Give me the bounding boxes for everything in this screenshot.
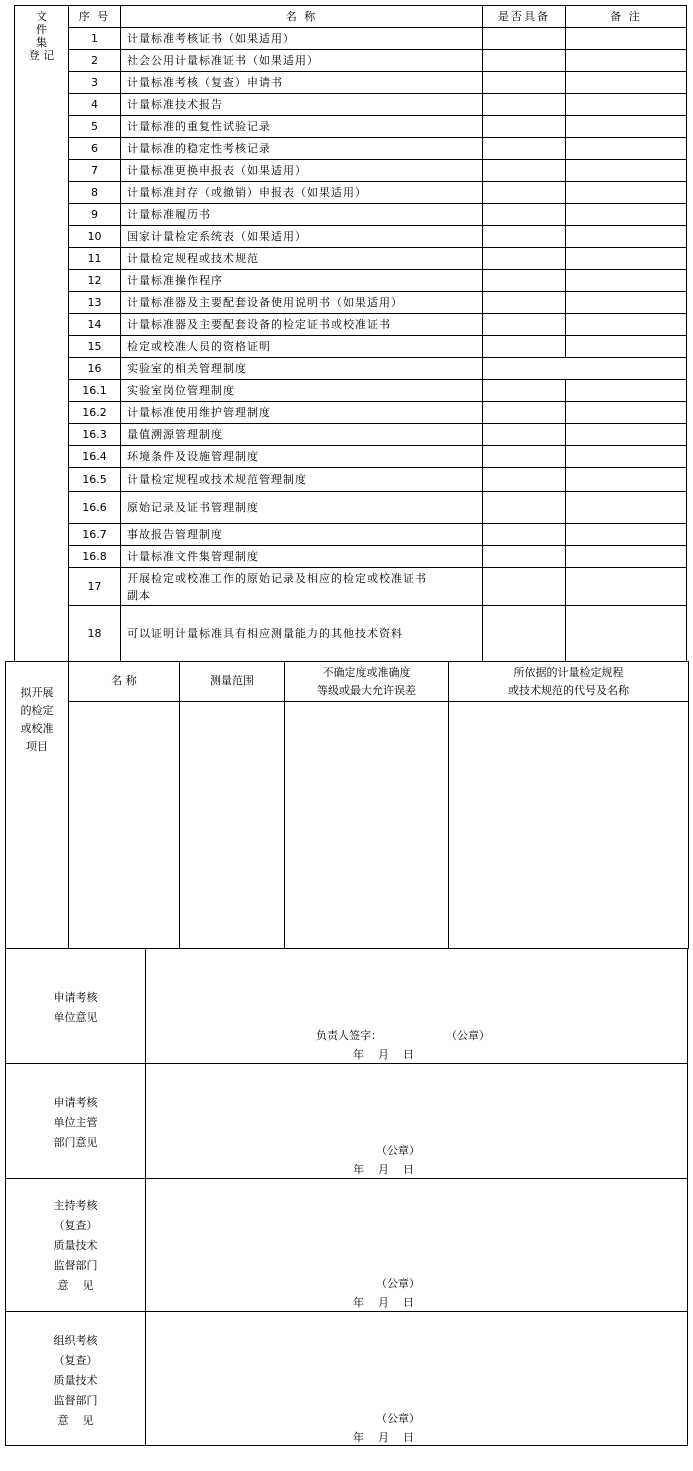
row-name-line: 开展检定或校准工作的原始记录及相应的检定或校准证书 <box>127 571 427 585</box>
table-row <box>15 138 687 160</box>
projects-entry-row <box>6 702 689 949</box>
row-available[interactable] <box>483 72 566 94</box>
header-line: 不确定度或准确度 <box>322 665 411 679</box>
opinion-label-line: （复查） <box>53 1219 98 1232</box>
row-available[interactable] <box>483 446 566 468</box>
project-uncertainty-cell[interactable] <box>285 702 449 949</box>
opinion-label <box>6 1178 146 1311</box>
seal-label: （公章） <box>376 1144 420 1157</box>
header-line: 等级或最大允许误差 <box>317 683 416 697</box>
table-row <box>15 94 687 116</box>
opinion-label <box>6 1063 146 1178</box>
opinion-label-line: （复查） <box>53 1354 98 1367</box>
row-available[interactable] <box>483 248 566 270</box>
row-name: 计量标准考核证书（如果适用） <box>121 28 483 50</box>
row-name: 国家计量检定系统表（如果适用） <box>121 226 483 248</box>
row-name-line: 副本 <box>127 588 151 602</box>
opinion-label-line: 单位主管 <box>53 1116 98 1129</box>
row-name: 实验室的相关管理制度 <box>121 358 483 380</box>
row-available[interactable] <box>483 270 566 292</box>
row-index: 16.6 <box>69 492 121 524</box>
side-label-char: 文 <box>36 10 47 23</box>
table-row <box>15 468 687 492</box>
row-index: 4 <box>69 94 121 116</box>
table-row <box>15 270 687 292</box>
row-index: 15 <box>69 336 121 358</box>
row-remarks[interactable] <box>566 248 687 270</box>
opinion-label-line: 单位意见 <box>53 1011 98 1024</box>
row-available[interactable] <box>483 182 566 204</box>
row-remarks[interactable] <box>566 380 687 402</box>
row-remarks[interactable] <box>566 292 687 314</box>
table-row <box>15 606 687 662</box>
row-index: 3 <box>69 72 121 94</box>
row-name <box>121 568 483 606</box>
opinion-label-line: 主持考核 <box>53 1199 98 1212</box>
row-name: 环境条件及设施管理制度 <box>121 446 483 468</box>
row-remarks[interactable] <box>566 160 687 182</box>
row-available[interactable] <box>483 468 566 492</box>
row-remarks[interactable] <box>566 568 687 606</box>
row-name: 计量标准的稳定性考核记录 <box>121 138 483 160</box>
row-available[interactable] <box>483 606 566 662</box>
row-name: 计量标准的重复性试验记录 <box>121 116 483 138</box>
row-remarks[interactable] <box>566 468 687 492</box>
row-remarks[interactable] <box>566 116 687 138</box>
file-collection-table <box>14 5 687 662</box>
row-name: 计量标准操作程序 <box>121 270 483 292</box>
row-name: 计量标准文件集管理制度 <box>121 546 483 568</box>
table-row <box>15 204 687 226</box>
opinion-label-line: 监督部门 <box>53 1394 98 1407</box>
header-name: 名 称 <box>121 6 483 28</box>
row-name: 原始记录及证书管理制度 <box>121 492 483 524</box>
file-collection-side-label <box>15 6 69 662</box>
header-remarks: 备 注 <box>566 6 687 28</box>
row-remarks[interactable] <box>566 546 687 568</box>
table-row <box>15 546 687 568</box>
row-index: 1 <box>69 28 121 50</box>
side-label-line: 拟开展 <box>20 686 54 699</box>
row-remarks[interactable] <box>566 314 687 336</box>
row-remarks[interactable] <box>566 138 687 160</box>
opinion-applicant-unit <box>5 948 688 1064</box>
row-name: 实验室岗位管理制度 <box>121 380 483 402</box>
row-name: 计量标准履历书 <box>121 204 483 226</box>
header-line: 所依据的计量检定规程 <box>513 665 624 679</box>
row-index: 9 <box>69 204 121 226</box>
row-remarks[interactable] <box>566 492 687 524</box>
row-index: 18 <box>69 606 121 662</box>
row-merged-blank <box>483 358 687 380</box>
row-available[interactable] <box>483 204 566 226</box>
projects-side-label <box>6 662 69 949</box>
header-regulation <box>449 662 689 702</box>
opinion-presiding-authority <box>5 1178 688 1312</box>
row-available[interactable] <box>483 94 566 116</box>
row-remarks[interactable] <box>566 336 687 358</box>
table-row <box>15 524 687 546</box>
row-index: 8 <box>69 182 121 204</box>
row-remarks[interactable] <box>566 182 687 204</box>
project-range-cell[interactable] <box>180 702 285 949</box>
side-label-char: 件 <box>36 23 47 36</box>
row-index: 7 <box>69 160 121 182</box>
row-index: 11 <box>69 248 121 270</box>
row-index: 2 <box>69 50 121 72</box>
header-index: 序 号 <box>69 6 121 28</box>
row-name: 计量标准器及主要配套设备使用说明书（如果适用） <box>121 292 483 314</box>
row-available[interactable] <box>483 380 566 402</box>
row-index: 5 <box>69 116 121 138</box>
row-name: 计量标准技术报告 <box>121 94 483 116</box>
opinion-supervising-department <box>5 1063 688 1179</box>
row-index: 12 <box>69 270 121 292</box>
opinion-label <box>6 948 146 1063</box>
row-name: 计量检定规程或技术规范 <box>121 248 483 270</box>
table-row <box>15 116 687 138</box>
row-available[interactable] <box>483 546 566 568</box>
row-available[interactable] <box>483 336 566 358</box>
row-available[interactable] <box>483 160 566 182</box>
row-index: 16.4 <box>69 446 121 468</box>
row-remarks[interactable] <box>566 204 687 226</box>
row-available[interactable] <box>483 138 566 160</box>
row-name: 计量检定规程或技术规范管理制度 <box>121 468 483 492</box>
row-available[interactable] <box>483 314 566 336</box>
row-remarks[interactable] <box>566 270 687 292</box>
row-remarks[interactable] <box>566 446 687 468</box>
opinion-content[interactable] <box>147 1178 687 1311</box>
project-name-cell[interactable] <box>69 702 180 949</box>
opinion-label-line: 监督部门 <box>53 1259 98 1272</box>
opinion-label-line: 组织考核 <box>53 1334 98 1347</box>
seal-label: （公章） <box>376 1412 420 1425</box>
opinion-label-line: 意 见 <box>57 1279 94 1292</box>
row-available[interactable] <box>483 292 566 314</box>
row-remarks[interactable] <box>566 72 687 94</box>
row-index: 16.2 <box>69 402 121 424</box>
signature-label: 负责人签字： <box>316 1029 382 1042</box>
table-row <box>15 492 687 524</box>
row-index: 16.1 <box>69 380 121 402</box>
row-name: 事故报告管理制度 <box>121 524 483 546</box>
table-row <box>15 380 687 402</box>
row-available[interactable] <box>483 116 566 138</box>
table-row <box>15 358 687 380</box>
row-index: 10 <box>69 226 121 248</box>
opinion-content[interactable] <box>147 948 687 1063</box>
table-row <box>15 336 687 358</box>
table-row <box>15 402 687 424</box>
row-available[interactable] <box>483 424 566 446</box>
row-name: 计量标准考核（复查）申请书 <box>121 72 483 94</box>
side-label-line: 项目 <box>26 740 48 753</box>
row-available[interactable] <box>483 524 566 546</box>
opinion-label-line: 质量技术 <box>53 1374 98 1387</box>
table-row <box>15 568 687 606</box>
date-label: 年 月 日 <box>353 1431 414 1444</box>
row-index: 6 <box>69 138 121 160</box>
row-index: 13 <box>69 292 121 314</box>
row-available[interactable] <box>483 492 566 524</box>
row-index: 16.7 <box>69 524 121 546</box>
table-row <box>15 160 687 182</box>
side-label-line: 或校准 <box>20 722 54 735</box>
date-label: 年 月 日 <box>353 1296 414 1309</box>
row-available[interactable] <box>483 28 566 50</box>
row-remarks[interactable] <box>566 424 687 446</box>
seal-label: （公章） <box>376 1277 420 1290</box>
row-name: 计量标准封存（或撤销）申报表（如果适用） <box>121 182 483 204</box>
opinion-label-line: 质量技术 <box>53 1239 98 1252</box>
table-row <box>15 50 687 72</box>
table-row <box>15 424 687 446</box>
opinion-label-line: 申请考核 <box>53 991 98 1004</box>
row-index: 16 <box>69 358 121 380</box>
date-label: 年 月 日 <box>353 1048 414 1061</box>
opinion-content[interactable] <box>147 1063 687 1178</box>
row-index: 14 <box>69 314 121 336</box>
header-available: 是否具备 <box>483 6 566 28</box>
row-remarks[interactable] <box>566 94 687 116</box>
header-line: 或技术规范的代号及名称 <box>508 683 629 697</box>
row-name: 量值溯源管理制度 <box>121 424 483 446</box>
table-row <box>15 72 687 94</box>
row-name: 可以证明计量标准具有相应测量能力的其他技术资料 <box>121 606 483 662</box>
table-row <box>15 292 687 314</box>
row-available[interactable] <box>483 50 566 72</box>
row-remarks[interactable] <box>566 50 687 72</box>
opinion-organizing-authority <box>5 1311 688 1446</box>
side-label-line: 的检定 <box>20 704 54 717</box>
side-label-char: 登 记 <box>28 49 55 62</box>
project-regulation-cell[interactable] <box>449 702 689 949</box>
row-name: 计量标准更换申报表（如果适用） <box>121 160 483 182</box>
row-available[interactable] <box>483 402 566 424</box>
table-row <box>15 182 687 204</box>
table-row <box>15 314 687 336</box>
table-row <box>15 28 687 50</box>
opinion-label-line: 申请考核 <box>53 1096 98 1109</box>
row-remarks[interactable] <box>566 402 687 424</box>
opinion-label-line: 意 见 <box>57 1414 94 1427</box>
row-index: 16.8 <box>69 546 121 568</box>
date-label: 年 月 日 <box>353 1163 414 1176</box>
row-available[interactable] <box>483 568 566 606</box>
table-row <box>15 226 687 248</box>
row-remarks[interactable] <box>566 524 687 546</box>
calibration-projects-table <box>5 661 689 949</box>
row-remarks[interactable] <box>566 226 687 248</box>
table-row <box>15 248 687 270</box>
header-project-name: 名 称 <box>69 662 180 702</box>
opinion-label <box>6 1311 146 1445</box>
row-remarks[interactable] <box>566 606 687 662</box>
row-name: 检定或校准人员的资格证明 <box>121 336 483 358</box>
row-name: 社会公用计量标准证书（如果适用） <box>121 50 483 72</box>
header-uncertainty <box>285 662 449 702</box>
row-name: 计量标准器及主要配套设备的检定证书或校准证书 <box>121 314 483 336</box>
row-remarks[interactable] <box>566 28 687 50</box>
header-measurement-range: 测量范围 <box>180 662 285 702</box>
side-label-char: 集 <box>36 36 47 49</box>
row-name: 计量标准使用维护管理制度 <box>121 402 483 424</box>
seal-label: （公章） <box>446 1029 490 1042</box>
row-available[interactable] <box>483 226 566 248</box>
table-row <box>15 446 687 468</box>
row-index: 17 <box>69 568 121 606</box>
row-index: 16.5 <box>69 468 121 492</box>
opinion-label-line: 部门意见 <box>53 1136 98 1149</box>
row-index: 16.3 <box>69 424 121 446</box>
